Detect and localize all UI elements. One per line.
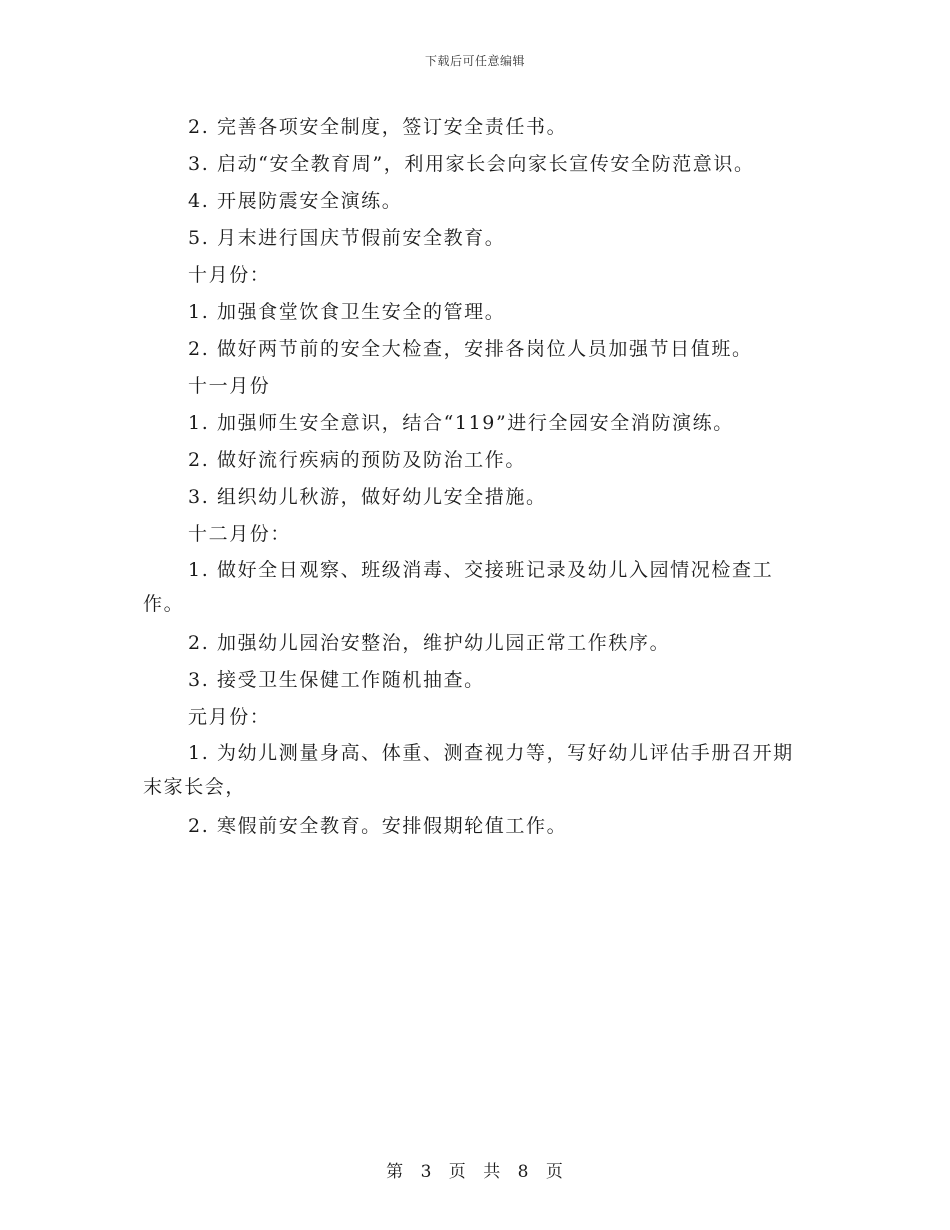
paragraph: 3. 启动“安全教育周”，利用家长会向家长宣传安全防范意识。 xyxy=(188,153,755,175)
footer-page-number: 3 xyxy=(420,1162,433,1182)
paragraph: 2. 做好两节前的安全大检查，安排各岗位人员加强节日值班。 xyxy=(188,338,753,360)
paragraph: 3. 接受卫生保健工作随机抽查。 xyxy=(188,669,485,691)
section-heading-december: 十二月份： xyxy=(188,523,292,545)
page-footer xyxy=(0,1157,950,1182)
document-body xyxy=(143,109,808,845)
paragraph: 4. 开展防震安全演练。 xyxy=(188,190,403,212)
footer-total-prefix: 共 xyxy=(483,1162,502,1182)
paragraph: 3. 组织幼儿秋游，做好幼儿安全措施。 xyxy=(188,486,547,508)
paragraph: 1. 加强师生安全意识，结合“119”进行全园安全消防演练。 xyxy=(188,412,734,434)
footer-total-pages: 8 xyxy=(517,1162,530,1182)
page-header-note: 下载后可任意编辑 xyxy=(424,54,525,68)
paragraph: 1. 加强食堂饮食卫生安全的管理。 xyxy=(188,301,506,323)
section-heading-january: 元月份： xyxy=(188,706,271,728)
footer-suffix: 页 xyxy=(545,1162,564,1182)
footer-prefix: 第 xyxy=(386,1162,405,1182)
paragraph: 1. 做好全日观察、班级消毒、交接班记录及幼儿入园情况检查工作。 xyxy=(143,559,774,615)
paragraph: 2. 做好流行疾病的预防及防治工作。 xyxy=(188,449,526,471)
section-heading-november: 十一月份 xyxy=(188,375,271,397)
paragraph: 1. 为幼儿测量身高、体重、测查视力等，写好幼儿评估手册召开期末家长会， xyxy=(143,742,794,798)
section-heading-october: 十月份： xyxy=(188,264,271,286)
paragraph: 2. 寒假前安全教育。安排假期轮值工作。 xyxy=(188,815,568,837)
paragraph: 2. 完善各项安全制度，签订安全责任书。 xyxy=(188,116,568,138)
footer-middle: 页 xyxy=(448,1162,467,1182)
paragraph: 2. 加强幼儿园治安整治，维护幼儿园正常工作秩序。 xyxy=(188,632,671,654)
paragraph: 5. 月末进行国庆节假前安全教育。 xyxy=(188,227,506,249)
